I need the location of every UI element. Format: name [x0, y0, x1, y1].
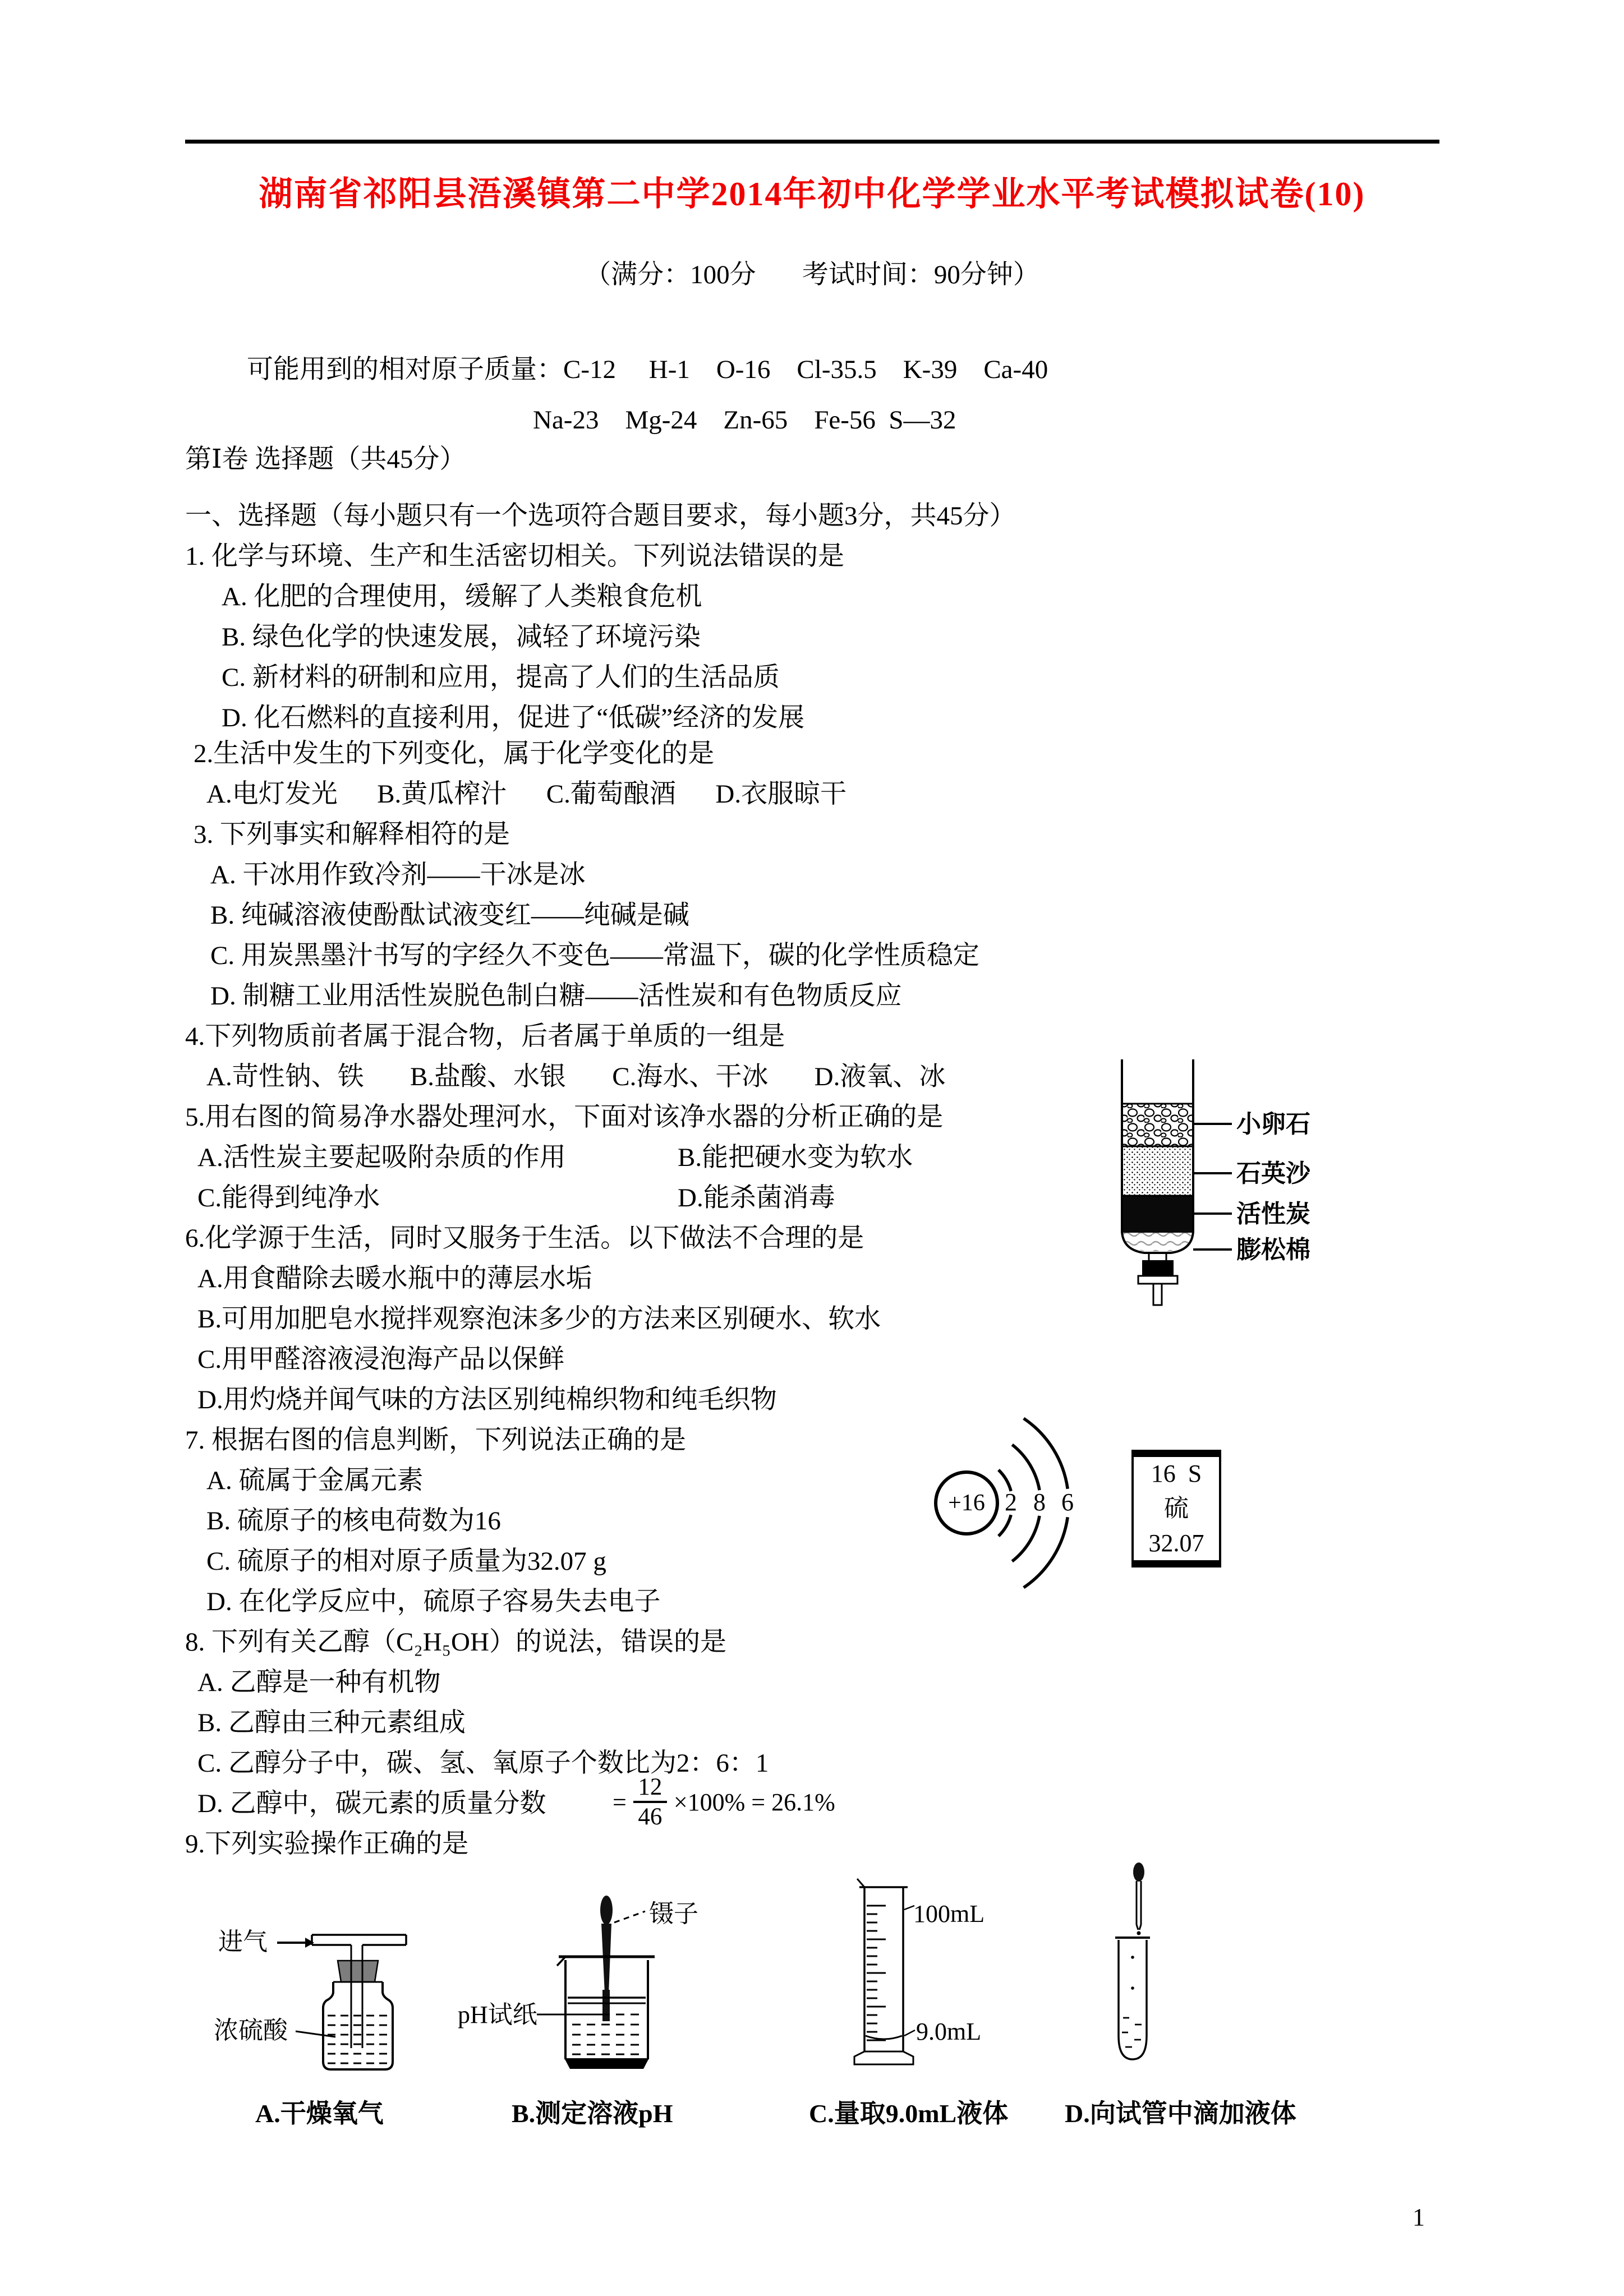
part-instruction: 一、选择题（每小题只有一个选项符合题目要求，每小题3分，共45分） — [185, 501, 1016, 531]
q4-options: A.苛性钠、铁 B.盐酸、水银 C.海水、干冰 D.液氧、冰 — [206, 1062, 946, 1091]
atom-nucleus-charge: +16 — [948, 1490, 985, 1516]
fraction-denominator: 46 — [638, 1804, 663, 1830]
gas-washing-bottle-diagram — [277, 1935, 406, 2069]
q7-stem: 7. 根据右图的信息判断，下列说法正确的是 — [185, 1426, 686, 1455]
fraction-numerator: 12 — [638, 1774, 663, 1800]
label-9ml: 9.0mL — [916, 2018, 982, 2045]
graduated-cylinder-diagram — [854, 1879, 915, 2064]
q5-option-c: C.能得到纯净水 — [197, 1183, 380, 1212]
q1-stem: 1. 化学与环境、生产和生活密切相关。下列说法错误的是 — [185, 542, 844, 571]
q8-option-d: D. 乙醇中，碳元素的质量分数 — [197, 1789, 546, 1818]
element-mass: 32.07 — [1148, 1529, 1204, 1557]
label-concentrated-acid: 浓硫酸 — [214, 2017, 288, 2044]
filter-label-activated-carbon: 活性炭 — [1236, 1200, 1310, 1228]
q2-stem: 2.生活中发生的下列变化，属于化学变化的是 — [194, 739, 715, 768]
atom-shell1-electrons: 2 — [1005, 1488, 1017, 1516]
q3-option-a: A. 干冰用作致冷剂——干冰是冰 — [210, 860, 586, 889]
q8-option-a: A. 乙醇是一种有机物 — [197, 1668, 441, 1697]
filter-label-cotton: 膨松棉 — [1236, 1236, 1310, 1264]
caption-apparatus-d: D.向试管中滴加液体 — [1065, 2099, 1296, 2128]
q3-option-d: D. 制糖工业用活性炭脱色制白糖——活性炭和有色物质反应 — [210, 981, 902, 1011]
q4-stem: 4.下列物质前者属于混合物，后者属于单质的一组是 — [185, 1022, 785, 1051]
q3-option-b: B. 纯碱溶液使酚酞试液变红——纯碱是碱 — [210, 901, 689, 930]
atom-shell3-electrons: 6 — [1061, 1488, 1074, 1516]
q1-option-b: B. 绿色化学的快速发展，减轻了环境污染 — [222, 623, 701, 652]
caption-apparatus-a: A.干燥氧气 — [255, 2099, 384, 2128]
label-ph-paper: pH试纸 — [458, 2001, 537, 2028]
atom-shell2-electrons: 8 — [1033, 1488, 1046, 1516]
label-gas-in: 进气 — [218, 1928, 268, 1956]
q7-option-b: B. 硫原子的核电荷数为16 — [206, 1506, 501, 1536]
q5-option-a: A.活性炭主要起吸附杂质的作用 — [197, 1143, 566, 1172]
q8-stem: 8. 下列有关乙醇（C₂H₅OH）的说法，错误的是 — [185, 1628, 726, 1657]
q6-option-a: A.用食醋除去暖水瓶中的薄层水垢 — [197, 1264, 592, 1293]
atomic-masses-line2: Na-23 Mg-24 Zn-65 Fe-56 S—32 — [533, 405, 956, 435]
filter-label-quartz-sand: 石英沙 — [1236, 1160, 1310, 1187]
q5-option-d: D.能杀菌消毒 — [678, 1183, 835, 1212]
q3-stem: 3. 下列事实和解释相符的是 — [194, 820, 510, 849]
page-subtitle: （满分：100分 考试时间：90分钟） — [585, 260, 1039, 289]
q1-option-a: A. 化肥的合理使用，缓解了人类粮食危机 — [222, 582, 702, 611]
q5-option-b: B.能把硬水变为软水 — [678, 1143, 913, 1172]
element-name: 硫 — [1164, 1495, 1189, 1522]
q1-option-d: D. 化石燃料的直接利用，促进了“低碳”经济的发展 — [222, 703, 805, 732]
section-title: 第Ⅰ卷 选择题（共45分） — [185, 445, 466, 474]
q1-option-c: C. 新材料的研制和应用，提高了人们的生活品质 — [222, 663, 780, 692]
q8-option-c: C. 乙醇分子中，碳、氢、氧原子个数比为2：6：1 — [197, 1749, 769, 1778]
dropper-test-tube-diagram — [1115, 1862, 1150, 2059]
q3-option-c: C. 用炭黑墨汁书写的字经久不变色——常温下，碳的化学性质稳定 — [210, 941, 979, 970]
q7-option-c: C. 硫原子的相对原子质量为32.07 g — [206, 1547, 606, 1576]
page-number: 1 — [1413, 2203, 1425, 2231]
q6-option-c: C.用甲醛溶液浸泡海产品以保鲜 — [197, 1345, 565, 1374]
q5-stem: 5.用右图的简易净水器处理河水，下面对该净水器的分析正确的是 — [185, 1103, 944, 1132]
q7-option-d: D. 在化学反应中，硫原子容易失去电子 — [206, 1587, 661, 1616]
page-title: 湖南省祁阳县浯溪镇第二中学2014年初中化学学业水平考试模拟试卷(10) — [259, 176, 1365, 213]
filter-label-pebbles: 小卵石 — [1236, 1110, 1310, 1138]
atomic-masses-line1: 可能用到的相对原子质量：C-12 H-1 O-16 Cl-35.5 K-39 Ca-40 — [247, 355, 1048, 384]
beaker-ph-test-diagram — [537, 1896, 655, 2069]
q9-stem: 9.下列实验操作正确的是 — [185, 1829, 469, 1859]
q7-option-a: A. 硫属于金属元素 — [206, 1466, 424, 1495]
element-number-symbol: 16 S — [1151, 1460, 1202, 1487]
q6-stem: 6.化学源于生活，同时又服务于生活。以下做法不合理的是 — [185, 1224, 864, 1253]
q6-option-d: D.用灼烧并闻气味的方法区别纯棉织物和纯毛织物 — [197, 1385, 777, 1414]
element-info-box — [1131, 1450, 1221, 1567]
formula-result: ×100% = 26.1% — [673, 1788, 835, 1816]
q6-option-b: B.可用加肥皂水搅拌观察泡沫多少的方法来区别硬水、软水 — [197, 1304, 881, 1334]
formula-equals: = — [613, 1788, 627, 1816]
q8-option-b: B. 乙醇由三种元素组成 — [197, 1708, 466, 1737]
label-100ml: 100mL — [913, 1900, 985, 1928]
q2-options: A.电灯发光 B.黄瓜榨汁 C.葡萄酿酒 D.衣服晾干 — [206, 780, 847, 809]
label-tweezers: 镊子 — [649, 1900, 698, 1928]
caption-apparatus-b: B.测定溶液pH — [512, 2099, 673, 2128]
caption-apparatus-c: C.量取9.0mL液体 — [809, 2099, 1009, 2128]
water-filter-diagram — [1122, 1059, 1232, 1305]
